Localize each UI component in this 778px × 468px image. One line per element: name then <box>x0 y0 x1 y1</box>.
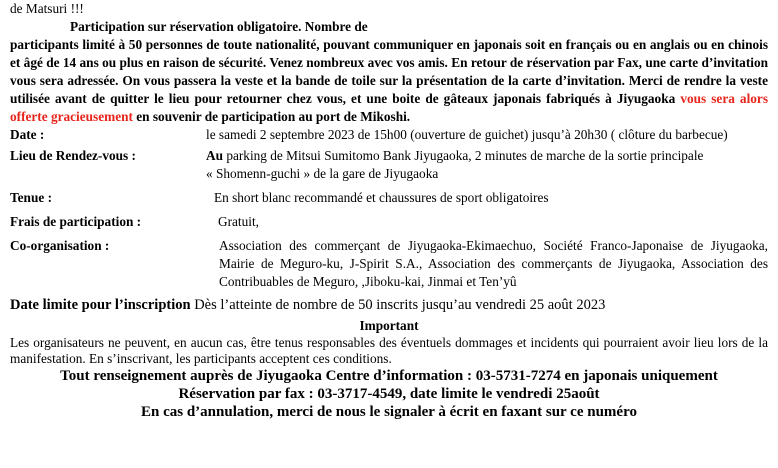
lieu-value-line2: « Shomenn-guchi » de la gare de Jiyugaoka <box>206 166 439 181</box>
frais-row <box>10 213 768 231</box>
coorg-row <box>10 237 768 291</box>
important-text: Les organisateurs ne peuvent, en aucun cas, être tenus responsables des éventuels dommages et incidents qui pourraient avoir lieu lors de la manifestation. En s’inscrivant, les participants acceptent ces conditions. <box>10 335 768 366</box>
lieu-row <box>10 147 768 183</box>
intro-section <box>10 0 768 126</box>
deadline-label: Date limite pour l’inscription <box>10 297 191 313</box>
lieu-label: Lieu de Rendez-vous : <box>10 148 136 163</box>
lieu-value <box>206 147 768 183</box>
deadline-line <box>10 295 768 315</box>
tenue-row <box>10 189 768 207</box>
date-value: le samedi 2 septembre 2023 de 15h00 (ouverture de guichet) jusqu’à 20h30 ( clôture du barbecue) <box>206 127 728 142</box>
intro-indent-line: Participation sur réservation obligatoire. Nombre de <box>70 19 368 34</box>
intro-bold-part2: En retour de réservation par Fax, une carte d’invitation vous sera adressée. On vous passera la veste et la bande de toile sur la présentation de la carte d’invitation. Merci de rendre la veste utilisée avant de quitter le lieu pour retourner chez vous, et une boite de gâteaux japonais fabriqués à Jiyugaoka <box>10 55 768 106</box>
intro-line0: de Matsuri !!! <box>10 1 84 16</box>
frais-value: Gratuit, <box>218 214 259 229</box>
intro-paragraph <box>10 36 768 126</box>
tenue-label: Tenue : <box>10 190 52 205</box>
important-title: Important <box>359 318 419 333</box>
lieu-value-rest: parking de Mitsui Sumitomo Bank Jiyugaoka, 2 minutes de marche de la sortie principale <box>223 148 704 163</box>
contact-info-line: Tout renseignement auprès de Jiyugaoka Centre d’information : 03-5731-7274 en japonais uniquement <box>60 368 718 384</box>
lieu-value-prefix: Au <box>206 148 223 163</box>
coorg-label: Co-organisation : <box>10 238 110 253</box>
intro-red-highlight: vous sera alors offerte gracieusement <box>10 91 768 124</box>
intro-bold-part3: en souvenir de participation au port de Mikoshi. <box>132 109 411 124</box>
date-label: Date : <box>10 127 45 142</box>
frais-label: Frais de participation : <box>10 214 142 229</box>
date-row <box>10 126 768 144</box>
cancellation-line: En cas d’annulation, merci de nous le signaler à écrit en faxant sur ce numéro <box>141 404 637 420</box>
coorg-value: Association des commerçant de Jiyugaoka-Ekimaechuo, Société Franco-Japonaise de Jiyugaoka, Mairie de Meguro-ku, J-Spirit S.A., Association des commerçants de Jiyugaoka, Association des Contribuables de Meguro, ,Jiboku-kai, Jinmai et Ten’yû <box>219 238 768 289</box>
intro-bold-part1: participants limité à 50 personnes de toute nationalité, pouvant communiquer en japonais soit en français ou en anglais ou en chinois et âgé de 14 ans ou plus en raison de sécurité. Venez nombreux avec vos amis. <box>10 37 768 70</box>
tenue-value: En short blanc recommandé et chaussures de sport obligatoires <box>214 190 549 205</box>
deadline-value: Dès l’atteinte de nombre de 50 inscrits jusqu’au vendredi 25 août 2023 <box>190 297 606 313</box>
fax-reservation-line: Réservation par fax : 03-3717-4549, date limite le vendredi 25août <box>178 386 600 402</box>
